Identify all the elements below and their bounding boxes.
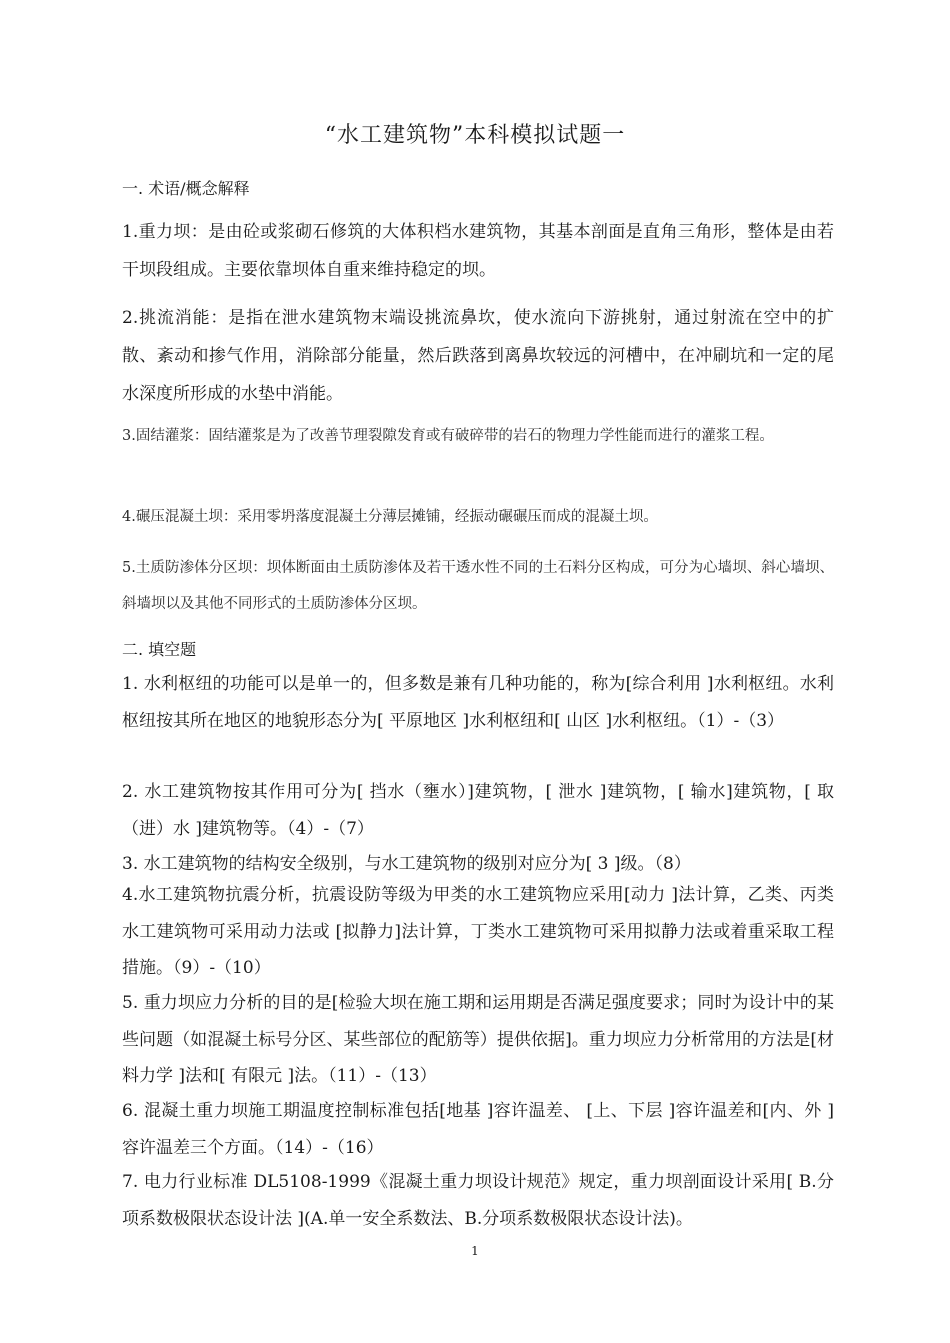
term-item: 1.重力坝：是由砼或浆砌石修筑的大体积档水建筑物，其基本剖面是直角三角形，整体是由若干坝段组成。主要依靠坝体自重来维持稳定的坝。	[122, 222, 834, 280]
term-item: 4.碾压混凝土坝：采用零坍落度混凝土分薄层摊铺，经振动碾碾压而成的混凝土坝。	[122, 509, 658, 525]
fill-blank-item: 3. 水工建筑物的结构安全级别，与水工建筑物的级别对应分为[ 3 ]级。（8）	[122, 854, 691, 874]
term-item: 5.土质防渗体分区坝：坝体断面由土质防渗体及若干透水性不同的土石料分区构成，可分为心墙坝、斜心墙坝、斜墙坝以及其他不同形式的土质防渗体分区坝。	[122, 560, 834, 612]
term-item: 2.挑流消能：是指在泄水建筑物末端设挑流鼻坎，使水流向下游挑射，通过射流在空中的扩散、紊动和掺气作用，消除部分能量，然后跌落到离鼻坎较远的河槽中，在冲刷坑和一定的尾水深度所形成的水垫中消能。	[122, 308, 834, 404]
term-item: 3.固结灌浆：固结灌浆是为了改善节理裂隙发育或有破碎带的岩石的物理力学性能而进行的灌浆工程。	[122, 428, 774, 444]
page-number: 1	[471, 1244, 479, 1258]
section-heading-fill-blank: 二. 填空题	[122, 640, 197, 659]
fill-blank-item: 2. 水工建筑物按其作用可分为[ 挡水（壅水）]建筑物，[ 泄水 ]建筑物，[ 输水]建筑物，[ 取（进）水 ]建筑物等。（4）-（7）	[122, 782, 834, 839]
page-title: “水工建筑物”本科模拟试题一	[324, 123, 626, 148]
fill-blank-item: 1. 水利枢纽的功能可以是单一的，但多数是兼有几种功能的，称为[综合利用 ]水利枢纽。水利枢纽按其所在地区的地貌形态分为[ 平原地区 ]水利枢纽和[ 山区 ]水利枢纽。（1）-（3）	[122, 674, 834, 731]
fill-blank-item: 7. 电力行业标准 DL5108-1999《混凝土重力坝设计规范》规定，重力坝剖面设计采用[ B.分项系数极限状态设计法 ](A.单一安全系数法、B.分项系数极限状态设计法)。	[122, 1172, 834, 1229]
fill-blank-item: 4.水工建筑物抗震分析，抗震设防等级为甲类的水工建筑物应采用[动力 ]法计算，乙类、丙类水工建筑物可采用动力法或 [拟静力]法计算，丁类水工建筑物可采用拟静力法或着重采取工程措施。（9）-（10）	[122, 885, 834, 978]
fill-blank-item: 6. 混凝土重力坝施工期温度控制标准包括[地基 ]容许温差、 [上、下层 ]容许温差和[内、外 ]容许温差三个方面。（14）-（16）	[122, 1101, 834, 1158]
section-heading-terms: 一. 术语/概念解释	[122, 179, 250, 198]
fill-blank-item: 5. 重力坝应力分析的目的是[检验大坝在施工期和运用期是否满足强度要求；同时为设计中的某些问题（如混凝土标号分区、某些部位的配筋等）提供依据]。重力坝应力分析常用的方法是[材料力学 ]法和[ 有限元 ]法。（11）-（13）	[122, 993, 834, 1086]
